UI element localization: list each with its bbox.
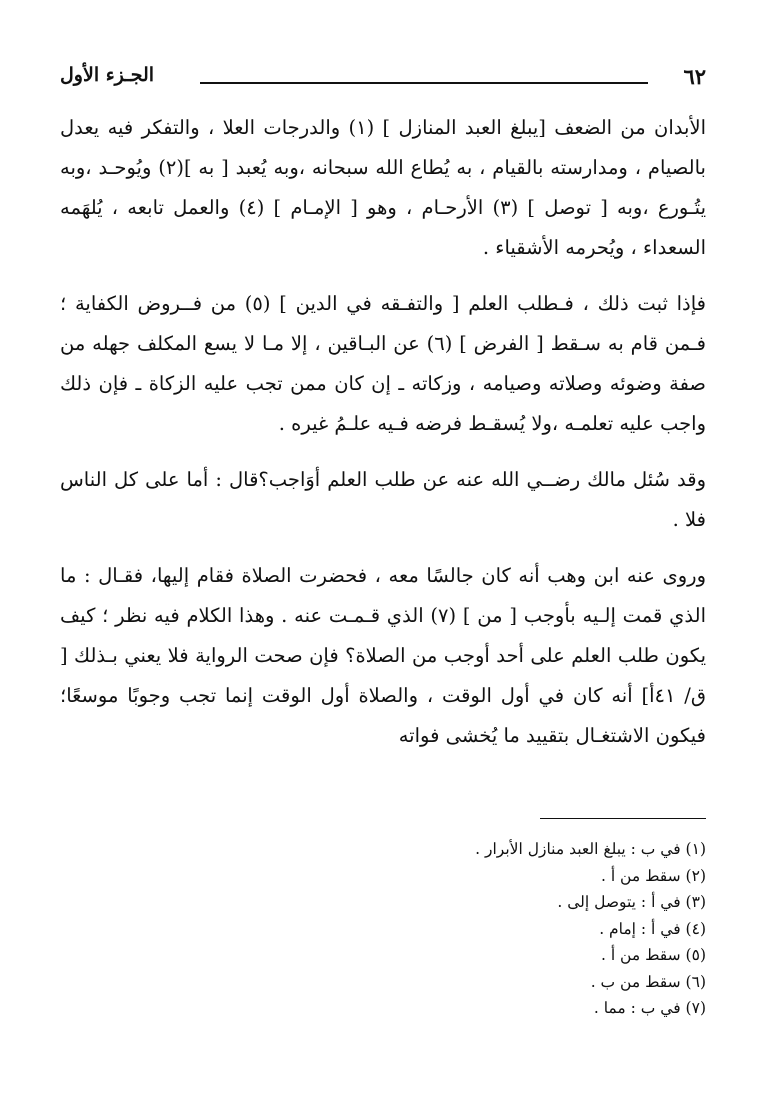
page-number: ٦٢ [683, 64, 706, 89]
footnote-6: (٦) سقط من ب . [590, 972, 706, 991]
footnote-4: (٤) في أ : إمام . [599, 919, 706, 938]
footnote-3: (٣) في أ : يتوصل إلى . [557, 893, 706, 911]
paragraph-3: وقد سُئل مالك رضــي الله عنه عن طلب العلم أوَاجب؟قال : أما على كل الناس فلا . [60, 468, 706, 531]
paragraph-2: فإذا ثبت ذلك ، فـطلب العلم [ والتفـقه في الدين ] (٥) من فــروض الكفاية ؛ فـمن قام به سـقط [ الفرض ] (٦) عن البـاقين ، إلا مـا لا يسع المكلف جهله من صفة وضوئه وصلاته وصيامه ، وزكاته ـ إن كان ممن تجب عليه الزكاة ـ فإن ذلك واجب عليه تعلمـه ،ولا يُسقـط فرضه فـيه علـمُ غيره . [60, 292, 707, 435]
header-rule [200, 82, 648, 84]
footnote-2: (٢) سقط من أ . [600, 866, 706, 885]
paragraph-1: الأبدان من الضعف [يبلغ العبد المنازل ] (١) والدرجات العلا ، والتفكر فيه يعدل بالصيام ، ومدارسته بالقيام ، به يُطاع الله سبحانه ،وبه يُعبد [ به ](٢) ويُوحـد ،وبه يتُـورع ،وبه [ توصل ] (٣) الأرحـام ، وهو [ الإمـام ] (٤) والعمل تابعه ، يُلهَمه السعداء ، ويُحرمه الأشقياء . [60, 116, 706, 259]
paragraph-4: وروى عنه ابن وهب أنه كان جالسًا معه ، فحضرت الصلاة فقام إليها، فقـال : ما الذي قمت إلـيه بأوجب [ من ] (٧) الذي قـمـت عنه . وهذا الكلام فيه نظر ؛ كيف يكون طلب العلم على أحد أوجب من الصلاة؟ فإن صحت الرواية فلا يعني بـذلك [ ق/ ٤١أ] أنه كان في أول الوقت ، والصلاة أول الوقت إنما تجب وجوبًا موسعًا؛ فيكون الاشتغـال بتقييد ما يُخشى فواته [60, 564, 706, 747]
footnote-5: (٥) سقط من أ . [600, 946, 706, 964]
page-header [60, 58, 706, 92]
footnote-7: (٧) في ب : مما . [593, 999, 706, 1017]
running-title: الجـزء الأول [60, 64, 155, 86]
main-text [60, 108, 706, 756]
footnote-separator [540, 818, 706, 819]
footnote-1: (١) في ب : يبلغ العبد منازل الأبرار . [475, 840, 706, 858]
footnotes-list [60, 836, 706, 1022]
